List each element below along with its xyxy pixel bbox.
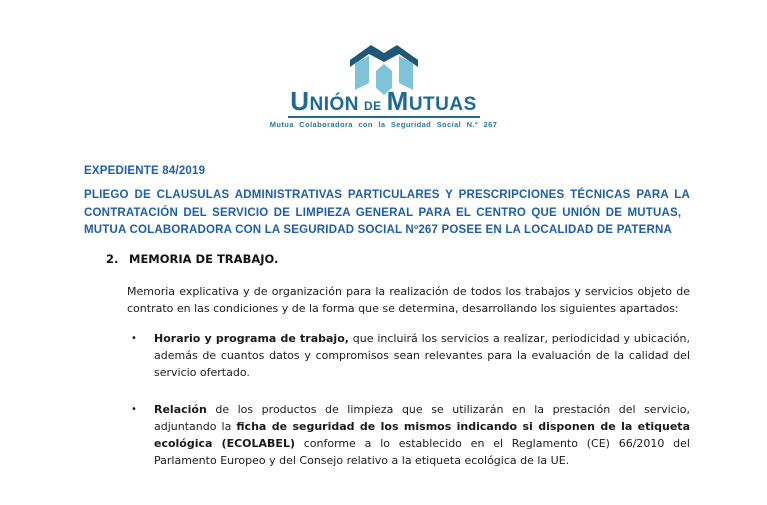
logo	[0, 0, 767, 129]
text-segment: que incluirá los servicios a realizar, periodicidad y ubicación, además de cuantos datos y compromisos sean relevantes para la evaluación de la calidad del servicio ofertado.	[154, 331, 690, 379]
wordmark-m: M	[386, 86, 409, 116]
text-segment: Horario y programa de trabajo,	[154, 331, 349, 345]
section-number: 2.	[106, 251, 119, 266]
wordmark-underline	[288, 116, 480, 118]
expediente-number: EXPEDIENTE 84/2019	[84, 165, 206, 177]
section-title: MEMORIA DE TRABAJO.	[129, 251, 279, 266]
bullet-marker: •	[131, 332, 137, 344]
document-content	[0, 165, 767, 469]
bullet-item-horario	[127, 330, 690, 381]
wordmark-nion: NIÓN	[309, 94, 359, 115]
section-heading	[106, 252, 690, 266]
bullet-marker: •	[131, 403, 137, 415]
bullet-text-horario	[154, 330, 690, 381]
wordmark-utuas: UTUAS	[408, 94, 477, 115]
text-segment: conforme a lo establecido en el Reglamento (CE) 66/2010 del Parlamento Europeo y del Consejo relativo a la etiqueta ecológica de la UE.	[154, 436, 690, 467]
text-segment: Relación	[154, 402, 207, 416]
bullet-text-relacion	[154, 401, 690, 469]
bullet-item-relacion	[127, 401, 690, 469]
document-title: PLIEGO DE CLAUSULAS ADMINISTRATIVAS PARTICULARES Y PRESCRIPCIONES TÉCNICAS PARA LA CONTRATACIÓN DEL SERVICIO DE LIMPIEZA GENERAL PARA EL CENTRO QUE UNIÓN DE MUTUAS, MUTUA COLABORADORA CON LA SEGURIDAD SOCIAL Nº267 POSEE EN LA LOCALIDAD DE PATERNA	[84, 189, 690, 236]
brand-wordmark	[0, 88, 767, 114]
wordmark-u: U	[290, 86, 310, 116]
intro-paragraph: Memoria explicativa y de organización para la realización de todos los trabajos y servicios objeto de contrato en las condiciones y de la forma que se determina, desarrollando los siguientes apartados:	[127, 284, 690, 315]
text-segment: de los productos de limpieza que se utilizarán en la prestación del servicio, adjuntando la	[154, 402, 690, 433]
text-segment: ficha de seguridad de los mismos indicando si disponen de la etiqueta ecológica (ECOLABEL)	[154, 419, 690, 450]
wordmark-de: DE	[363, 99, 382, 113]
brand-tagline: Mutua Colaboradora con la Seguridad Social N.º 267	[269, 120, 498, 129]
